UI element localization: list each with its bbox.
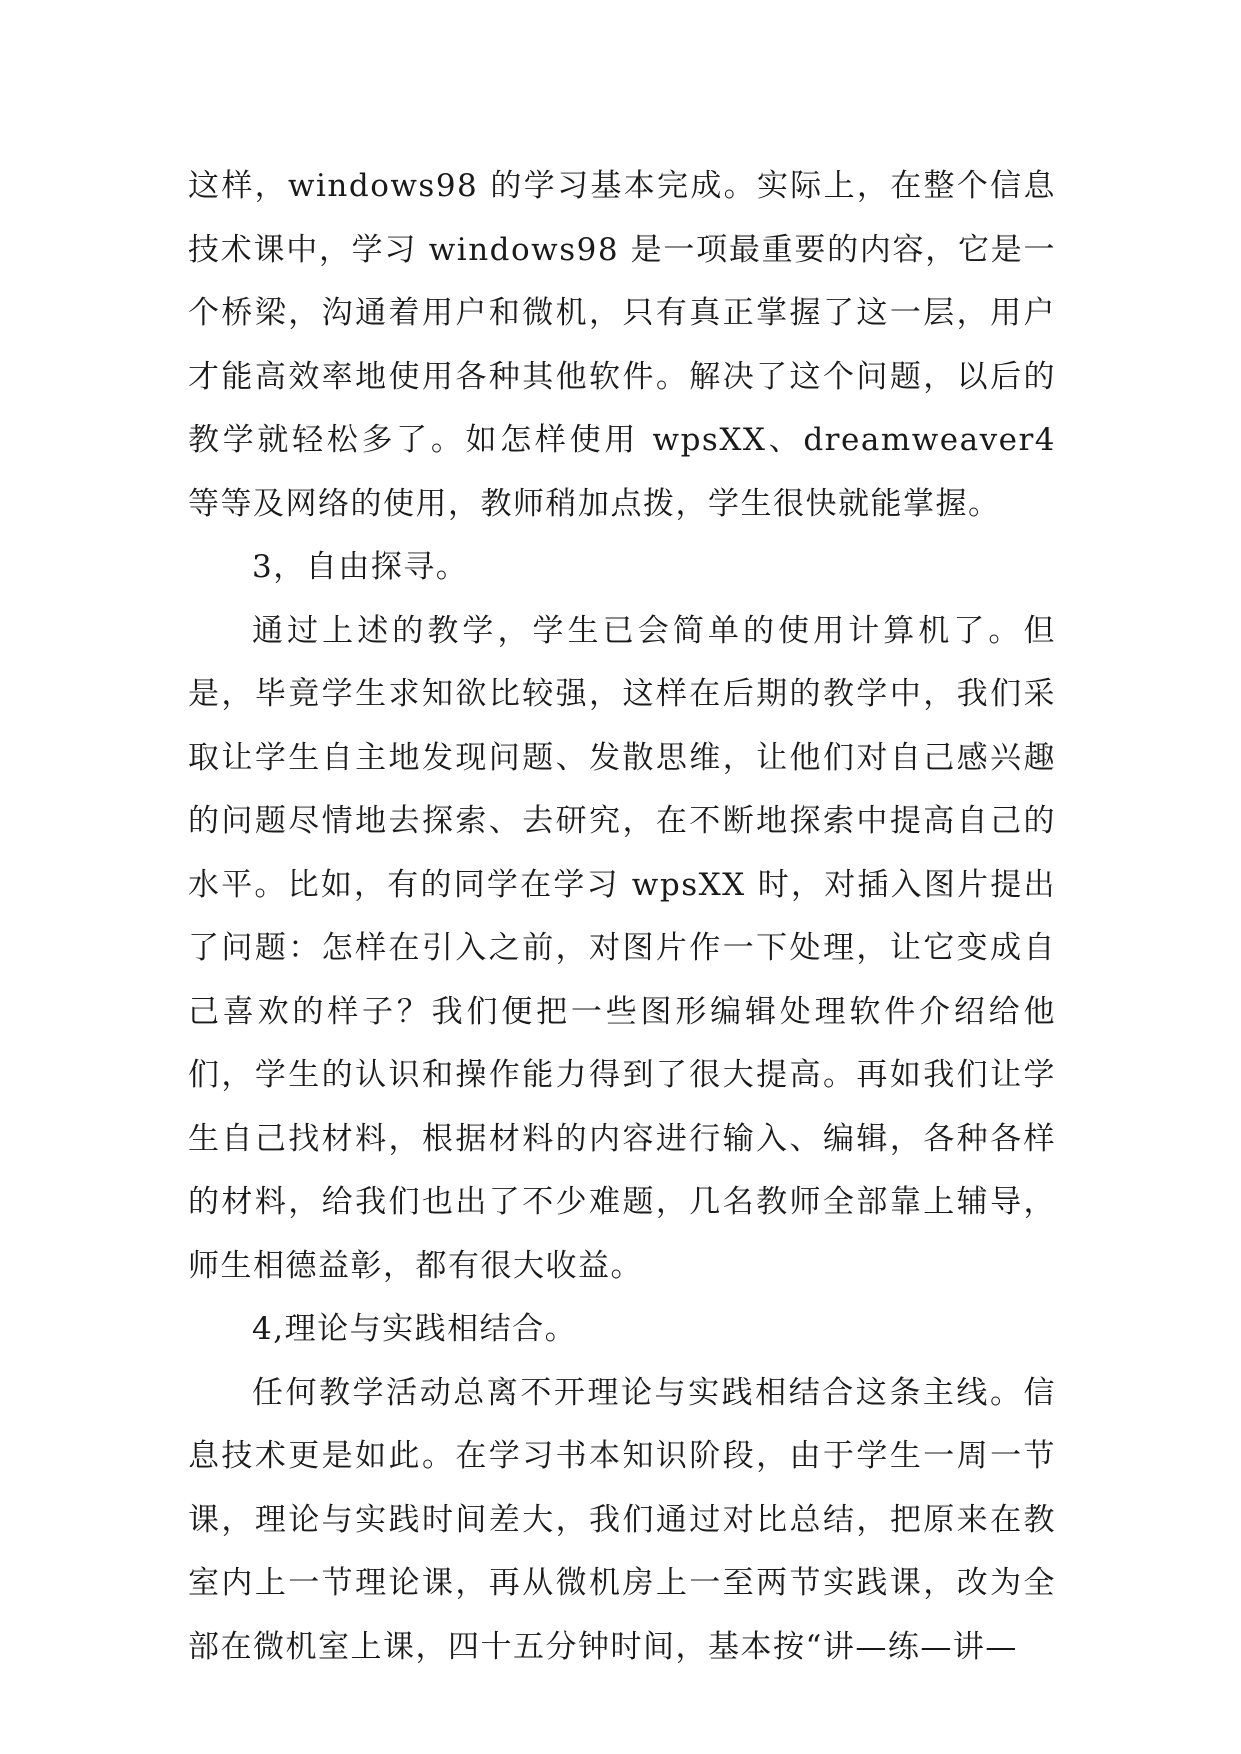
section-heading-free-exploration: 3，自由探寻。: [252, 549, 469, 585]
paragraph-windows98-summary: 这样，windows98 的学习基本完成。实际上，在整个信息技术课中，学习 windows98 是一项最重要的内容，它是一个桥梁，沟通着用户和微机，只有真正掌握了这一层，用户才能高效率地使用各种其他软件。解决了这个问题，以后的教学就轻松多了。如怎样使用 wpsXX、dreamweaver4 等等及网络的使用，教师稍加点拨，学生很快就能掌握。: [188, 168, 1056, 522]
paragraph-theory-practice: 任何教学活动总离不开理论与实践相结合这条主线。信息技术更是如此。在学习书本知识阶段，由于学生一周一节课，理论与实践时间差大，我们通过对比总结，把原来在教室内上一节理论课，再从微机房上一至两节实践课，改为全部在微机室上课，四十五分钟时间，基本按“讲—练—讲—: [188, 1374, 1056, 1665]
paragraph-free-exploration: 通过上述的教学，学生已会简单的使用计算机了。但是，毕竟学生求知欲比较强，这样在后期的教学中，我们采取让学生自主地发现问题、发散思维，让他们对自己感兴趣的问题尽情地去探索、去研究，在不断地探索中提高自己的水平。比如，有的同学在学习 wpsXX 时，对插入图片提出了问题：怎样在引入之前，对图片作一下处理，让它变成自己喜欢的样子？我们便把一些图形编辑处理软件介绍给他们，学生的认识和操作能力得到了很大提高。再如我们让学生自己找材料，根据材料的内容进行输入、编辑，各种各样的材料，给我们也出了不少难题，几名教师全部靠上辅导，师生相德益彰，都有很大收益。: [188, 612, 1056, 1284]
document-body: [188, 155, 1056, 1679]
section-heading-theory-practice: 4,理论与实践相结合。: [252, 1311, 578, 1347]
